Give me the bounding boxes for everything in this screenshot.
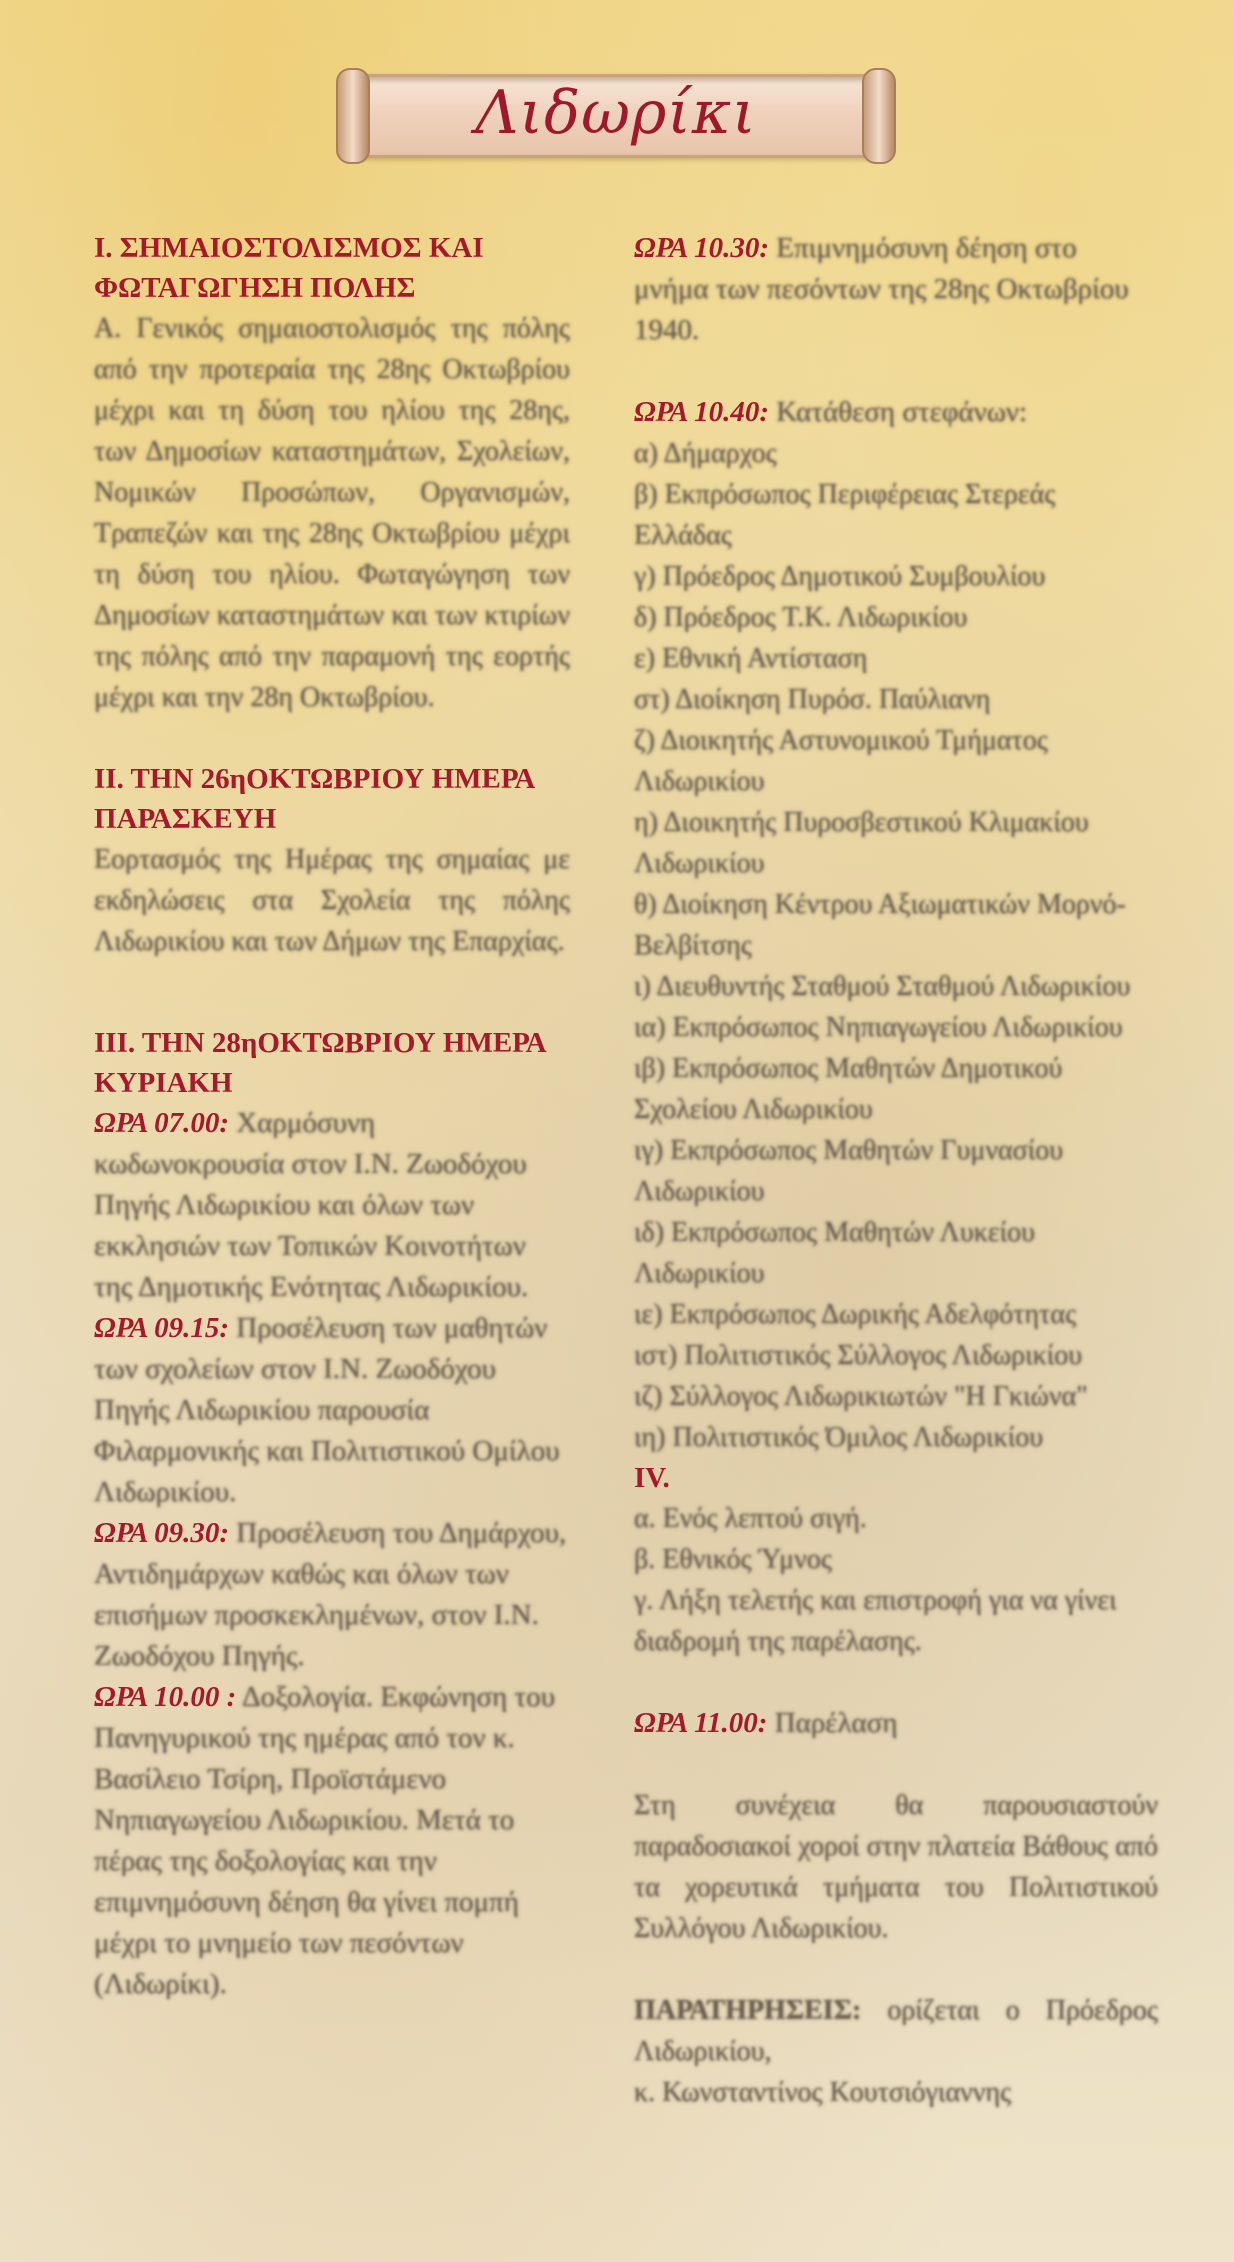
list-item: ιζ) Σύλλογος Λιδωρικιωτών "Η Γκιώνα"	[634, 1381, 1088, 1412]
schedule-entry	[94, 1308, 570, 1513]
entry-text: Προσέλευση των μαθητών των σχολείων στον Ι.Ν. Ζωοδόχου Πηγής Λιδωρικίου παρουσία Φιλαρμονικής και Πολιτιστικού Ομίλου Λιδωρικίου.	[94, 1312, 560, 1508]
entry-text: Κατάθεση στεφάνων:	[776, 396, 1028, 428]
list-item: ιη) Πολιτιστικός Όμιλος Λιδωρικίου	[634, 1422, 1044, 1453]
section4-heading: IV.	[634, 1462, 670, 1494]
list-item: ιγ) Εκπρόσωπος Μαθητών Γυμνασίου Λιδωρικίου	[634, 1135, 1064, 1207]
list-item: ι) Διευθυντής Σταθμού Σταθμού Λιδωρικίου	[634, 971, 1131, 1002]
entry-text: Χαρμόσυνη κωδωνοκρουσία στον Ι.Ν. Ζωοδόχου Πηγής Λιδωρικίου και όλων των εκκλησιών των Τοπικών Κοινοτήτων της Δημοτικής Ενότητας Λιδωρικίου.	[94, 1107, 529, 1303]
spacer	[634, 351, 1158, 392]
section2-body: Εορτασμός της Ημέρας της σημαίας με εκδηλώσεις στα Σχολεία της πόλης Λιδωρικίου και των Δήμων της Επαρχίας.	[94, 844, 570, 957]
entry-text: Παρέλαση	[774, 1707, 898, 1739]
notes-label: ΠΑΡΑΤΗΡΗΣΕΙΣ:	[634, 1995, 862, 2026]
schedule-entry	[634, 228, 1158, 351]
schedule-entry	[634, 1703, 1158, 1744]
list-item: ιστ) Πολιτιστικός Σύλλογος Λιδωρικίου	[634, 1340, 1083, 1371]
spacer	[94, 718, 570, 759]
list-item: β) Εκπρόσωπος Περιφέρειας Στερεάς Ελλάδας	[634, 479, 1056, 551]
spacer	[94, 962, 570, 1003]
time-label: ΩΡΑ 10.40:	[634, 396, 770, 428]
entry-text: Προσέλευση του Δημάρχου, Αντιδημάρχων καθώς και όλων των επισήμων προσκεκλημένων, στον Ι.Ν. Ζωοδόχου Πηγής.	[94, 1517, 567, 1672]
schedule-entry	[94, 1677, 570, 2005]
list-item: β. Εθνικός Ύμνος	[634, 1544, 832, 1575]
notes-line2: κ. Κωνσταντίνος Κουτσιόγιαννης	[634, 2077, 1012, 2108]
title-banner	[336, 64, 896, 168]
notes-text: ορίζεται ο Πρόεδρος Λιδωρικίου,	[634, 1995, 1158, 2067]
schedule-entry	[634, 392, 1158, 433]
time-label: ΩΡΑ 11.00:	[634, 1707, 768, 1739]
list-item: η) Διοικητής Πυροσβεστικού Κλιμακίου Λιδωρικίου	[634, 807, 1089, 879]
section3-heading: ΙΙΙ. ΤΗΝ 28ηΟΚΤΩΒΡΙΟΥ ΗΜΕΡΑ ΚΥΡΙΑΚΗ	[94, 1027, 545, 1099]
page-title: Λιδωρίκι	[475, 78, 757, 148]
list-item: ζ) Διοικητής Αστυνομικού Τμήματος Λιδωρικίου	[634, 725, 1048, 797]
list-item: ια) Εκπρόσωπος Νηπιαγωγείου Λιδωρικίου	[634, 1012, 1123, 1043]
list-item: γ. Λήξη τελετής και επιστροφή για να γίνει διαδρομή της παρέλασης.	[634, 1585, 1117, 1657]
list-item: α) Δήμαρχος	[634, 438, 777, 469]
time-label: ΩΡΑ 07.00:	[94, 1107, 230, 1139]
section1-body: Α. Γενικός σημαιοστολισμός της πόλης από την προτεραία της 28ης Οκτωβρίου μέχρι και τη δύση του ηλίου της 28ης, των Δημοσίων καταστημάτων, Σχολείων, Νομικών Προσώπων, Οργανισμών, Τραπεζών και της 28ης Οκτωβρίου μέχρι τη δύση του ηλίου. Φωταγώγηση των Δημοσίων καταστημάτων και των κτιρίων της πόλης από την παραμονή της εορτής μέχρι και την 28η Οκτωβρίου.	[94, 313, 570, 713]
wreath-list	[634, 433, 1158, 1458]
spacer	[634, 1744, 1158, 1785]
list-item: ιβ) Εκπρόσωπος Μαθητών Δημοτικού Σχολείου Λιδωρικίου	[634, 1053, 1063, 1125]
time-label: ΩΡΑ 10.00 :	[94, 1681, 237, 1713]
notes	[634, 1990, 1158, 2072]
schedule-entry	[94, 1103, 570, 1308]
list-item: θ) Διοίκηση Κέντρου Αξιωματικών Μορνό-Βελβίτσης	[634, 889, 1126, 961]
list-item: ιε) Εκπρόσωπος Δωρικής Αδελφότητας	[634, 1299, 1077, 1330]
entry-text: Επιμνημόσυνη δέηση στο μνήμα των πεσόντων της 28ης Οκτωβρίου 1940.	[634, 232, 1129, 346]
closing-paragraph: Στη συνέχεια θα παρουσιαστούν παραδοσιακοί χοροί στην πλατεία Βάθους από τα χορευτικά τμήματα του Πολιτιστικού Συλλόγου Λιδωρικίου.	[634, 1790, 1158, 1944]
list-item: στ) Διοίκηση Πυρόσ. Παύλιανη	[634, 684, 991, 715]
section2-heading: ΙΙ. ΤΗΝ 26ηΟΚΤΩΒΡΙΟΥ ΗΜΕΡΑ ΠΑΡΑΣΚΕΥΗ	[94, 763, 534, 835]
list-item: δ) Πρόεδρος Τ.Κ. Λιδωρικίου	[634, 602, 968, 633]
list-item: ε) Εθνική Αντίσταση	[634, 643, 868, 674]
time-label: ΩΡΑ 09.30:	[94, 1517, 230, 1549]
spacer	[94, 1003, 570, 1023]
list-item: γ) Πρόεδρος Δημοτικού Συμβουλίου	[634, 561, 1046, 592]
time-label: ΩΡΑ 10.30:	[634, 232, 770, 264]
right-column	[634, 228, 1158, 2113]
time-label: ΩΡΑ 09.15:	[94, 1312, 230, 1344]
list-item: ιδ) Εκπρόσωπος Μαθητών Λυκείου Λιδωρικίου	[634, 1217, 1035, 1289]
section1-heading: Ι. ΣΗΜΑΙΟΣΤΟΛΙΣΜΟΣ ΚΑΙ ΦΩΤΑΓΩΓΗΣΗ ΠΟΛΗΣ	[94, 232, 484, 304]
spacer	[634, 1662, 1158, 1703]
schedule-entry	[94, 1513, 570, 1677]
list-item: α. Ενός λεπτού σιγή.	[634, 1503, 867, 1534]
entry-text: Δοξολογία. Εκφώνηση του Πανηγυρικού της ημέρας από τον κ. Βασίλειο Τσίρη, Προϊστάμενο Νηπιαγωγείου Λιδωρικίου. Μετά το πέρας της δοξολογίας και την επιμνημόσυνη δέηση θα γίνει πομπή μέχρι το μνημείο των πεσόντων (Λιδωρίκι).	[94, 1681, 556, 2000]
spacer	[634, 1949, 1158, 1990]
left-column	[94, 228, 570, 2005]
